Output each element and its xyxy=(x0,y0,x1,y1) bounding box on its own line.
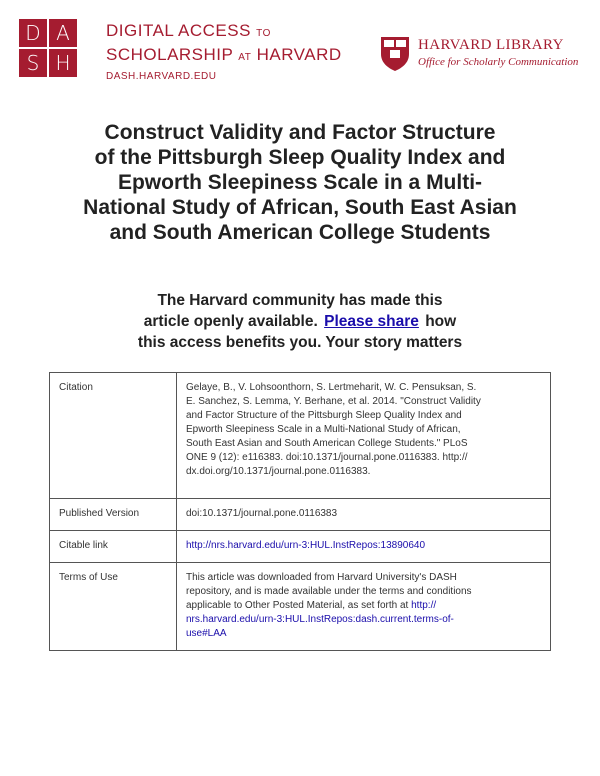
citation-line: and Factor Structure of the Pittsburgh Sleep Quality Index and xyxy=(186,410,462,421)
citation-line: dx.doi.org/10.1371/journal.pone.0116383. xyxy=(186,466,371,477)
message-line2 xyxy=(60,311,540,332)
harvard-library-wordmark xyxy=(418,36,578,70)
message-line1: The Harvard community has made this xyxy=(157,292,443,309)
share-message xyxy=(60,290,540,353)
title-line: of the Pittsburgh Sleep Quality Index and xyxy=(94,146,506,169)
dash-wordmark xyxy=(106,20,342,82)
terms-line: repository, and is made available under the terms and conditions xyxy=(186,586,472,597)
message-line2-after: how xyxy=(425,313,457,330)
title-line: and South American College Students xyxy=(109,221,491,244)
message-line3: this access benefits you. Your story matters xyxy=(137,334,463,351)
dash-url[interactable]: DASH.HARVARD.EDU xyxy=(106,71,217,82)
terms-value xyxy=(177,563,551,651)
dash-name-line1-small: TO xyxy=(256,28,271,39)
library-subtitle: Office for Scholarly Communication xyxy=(418,56,579,68)
title-line: Construct Validity and Factor Structure xyxy=(104,121,496,144)
terms-link-part3[interactable]: use#LAA xyxy=(186,628,227,639)
dash-logo-letter-a: A xyxy=(49,19,77,47)
citable-link[interactable]: http://nrs.harvard.edu/urn-3:HUL.InstRepos:13890640 xyxy=(186,540,426,551)
terms-label: Terms of Use xyxy=(50,563,177,651)
title-line: Epworth Sleepiness Scale in a Multi- xyxy=(117,171,483,194)
dash-logo-letter-h: H xyxy=(49,49,77,77)
terms-line3-text: applicable to Other Posted Material, as set forth at xyxy=(186,600,409,611)
please-share-link[interactable]: Please share xyxy=(324,313,419,330)
terms-line: This article was downloaded from Harvard University's DASH xyxy=(186,572,457,583)
terms-line xyxy=(186,613,541,627)
table-row-citable xyxy=(50,531,551,563)
metadata-table xyxy=(49,372,551,651)
citable-label: Citable link xyxy=(50,531,177,563)
terms-link-part1[interactable]: http:// xyxy=(411,600,437,611)
library-name: HARVARD LIBRARY xyxy=(418,37,564,53)
dash-logo-letter-s: S xyxy=(19,49,47,77)
terms-line xyxy=(186,627,541,641)
article-title xyxy=(40,120,560,245)
terms-link-part2[interactable]: nrs.harvard.edu/urn-3:HUL.InstRepos:dash.current.terms-of- xyxy=(186,614,454,625)
title-line: National Study of African, South East Asian xyxy=(83,196,517,219)
table-row-citation xyxy=(50,373,551,499)
dash-name-line2-main: SCHOLARSHIP xyxy=(106,45,234,64)
citable-value xyxy=(177,531,551,563)
table-row-published xyxy=(50,499,551,531)
citation-label: Citation xyxy=(50,373,177,499)
citation-line: Gelaye, B., V. Lohsoonthorn, S. Lertmeharit, W. C. Pensuksan, S. xyxy=(186,382,477,393)
table-row-terms xyxy=(50,563,551,651)
published-value: doi:10.1371/journal.pone.0116383 xyxy=(177,499,551,531)
message-line2-before: article openly available. xyxy=(143,313,318,330)
dash-name-line2-small: AT xyxy=(238,52,252,63)
dash-name-line1 xyxy=(106,20,342,44)
published-label: Published Version xyxy=(50,499,177,531)
citation-line: Epworth Sleepiness Scale in a Multi-National Study of African, xyxy=(186,424,461,435)
harvard-shield-icon xyxy=(380,36,410,72)
dash-name-line2 xyxy=(106,44,342,68)
terms-line xyxy=(186,599,541,613)
citation-value xyxy=(177,373,551,499)
dash-name-line1-main: DIGITAL ACCESS xyxy=(106,21,251,40)
dash-logo-letter-d: D xyxy=(19,19,47,47)
citation-line: E. Sanchez, S. Lemma, Y. Berhane, et al. 2014. "Construct Validity xyxy=(186,396,481,407)
citation-line: ONE 9 (12): e116383. doi:10.1371/journal.pone.0116383. http:// xyxy=(186,452,468,463)
citation-line: South East Asian and South American College Students." PLoS xyxy=(186,438,468,449)
dash-logo xyxy=(19,19,77,77)
dash-name-line2-end: HARVARD xyxy=(256,45,342,64)
